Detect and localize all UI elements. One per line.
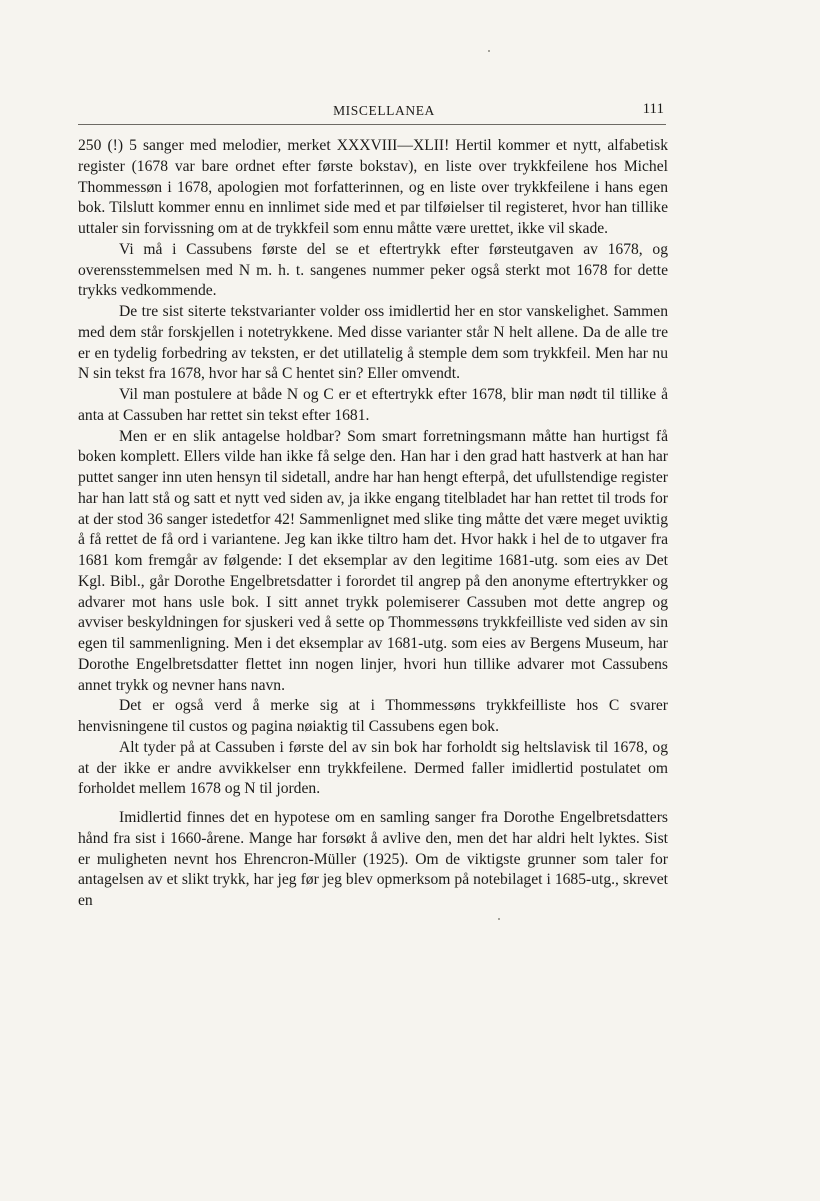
paragraph: Vil man postulere at både N og C er et eftertrykk efter 1678, blir man nødt til tillike å anta at Cassuben har rettet sin tekst efter 1681. <box>78 386 668 424</box>
running-head <box>78 102 666 125</box>
paragraph: Alt tyder på at Cassuben i første del av sin bok har forholdt sig heltslavisk til 1678, og at der ikke er andre avvikkelser enn trykkfeilene. Dermed faller imidlertid postulatet om forholdet mellem 1678 og N til jorden. <box>78 738 668 798</box>
paper-speck <box>498 918 500 920</box>
paragraph: De tre sist siterte tekstvarianter volder oss imidlertid her en stor vanskelighet. Sammen med dem står forskjellen i notetrykkene. Med disse varianter står N helt allene. Da de alle tre er en tydelig forbedring av teksten, er det utillatelig å stemple dem som trykkfeil. Men har nu N sin tekst fra 1678, hvor har så C hentet sin? Eller omvendt. <box>78 303 668 383</box>
paragraph: 250 (!) 5 sanger med melodier, merket XXXVIII—XLII! Hertil kommer et nytt, alfabetisk register (1678 var bare ordnet efter første bokstav), en liste over trykkfeilene hos Michel Thommessøn i 1678, apologien mot forfatterinnen, og en liste over trykkfeilene i hans egen bok. Tilslutt kommer ennu en innlimet side med et par tilføielser til registeret, hvor han tillike uttaler sin forvissning om at de trykkfeil som ennu måtte være urettet, ikke vil skade. <box>78 137 668 237</box>
paragraph: Men er en slik antagelse holdbar? Som smart forretningsmann måtte han hurtigst få boken komplett. Ellers vilde han ikke få selge den. Han har i den grad hatt hastverk at han har puttet sanger inn uten hensyn til sidetall, andre har han hengt efterpå, det ufullstendige register har han latt stå og satt et nytt ved siden av, ja ikke engang titelbladet har han rettet til trods for at der stod 36 sanger istedetfor 42! Sammenlignet med slike ting måtte det være meget uviktig å få rettet de få ord i variantene. Jeg kan ikke tiltro ham det. Hvor hakk i hel de to utgaver fra 1681 kom fremgår av følgende: I det eksemplar av den legitime 1681-utg. som eies av Det Kgl. Bibl., går Dorothe Engelbretsdatter i forordet til angrep på den anonyme eftertrykker og advarer mot hans usle bok. I sitt annet trykk polemiserer Cassuben mot dette angrep og avviser beskyldningen for sjuskeri ved å sette op Thommessøns trykkfeilliste ved siden av sin egen til sammenligning. Men i det eksemplar av 1681-utg. som eies av Bergens Museum, har Dorothe Engelbretsdatter flettet inn nogen linjer, hvori hun tillike advarer mot Cassubens annet trykk og nevner hans navn. <box>78 427 668 694</box>
paragraph: Vi må i Cassubens første del se et eftertrykk efter førsteutgaven av 1678, og overensstemmelsen med N m. h. t. sangenes nummer peker også sterkt mot 1678 for dette trykks vedkommende. <box>78 240 668 300</box>
paragraph: Det er også verd å merke sig at i Thommessøns trykkfeilliste hos C svarer henvisningene til custos og pagina nøiaktig til Cassubens egen bok. <box>78 697 668 735</box>
page-number: 111 <box>642 101 664 117</box>
paragraph: Imidlertid finnes det en hypotese om en samling sanger fra Dorothe Engelbretsdatters hånd fra sist i 1660-årene. Mange har forsøkt å avlive den, men det har aldri helt lyktes. Sist er muligheten nevnt hos Ehrencron-Müller (1925). Om de viktigste grunner som taler for antagelsen av et slikt trykk, har jeg før jeg blev opmerksom på notebilaget i 1685-utg., skrevet en <box>78 809 668 909</box>
running-head-title: MISCELLANEA <box>333 103 435 118</box>
body-text <box>78 136 668 912</box>
paper-speck <box>488 50 490 52</box>
